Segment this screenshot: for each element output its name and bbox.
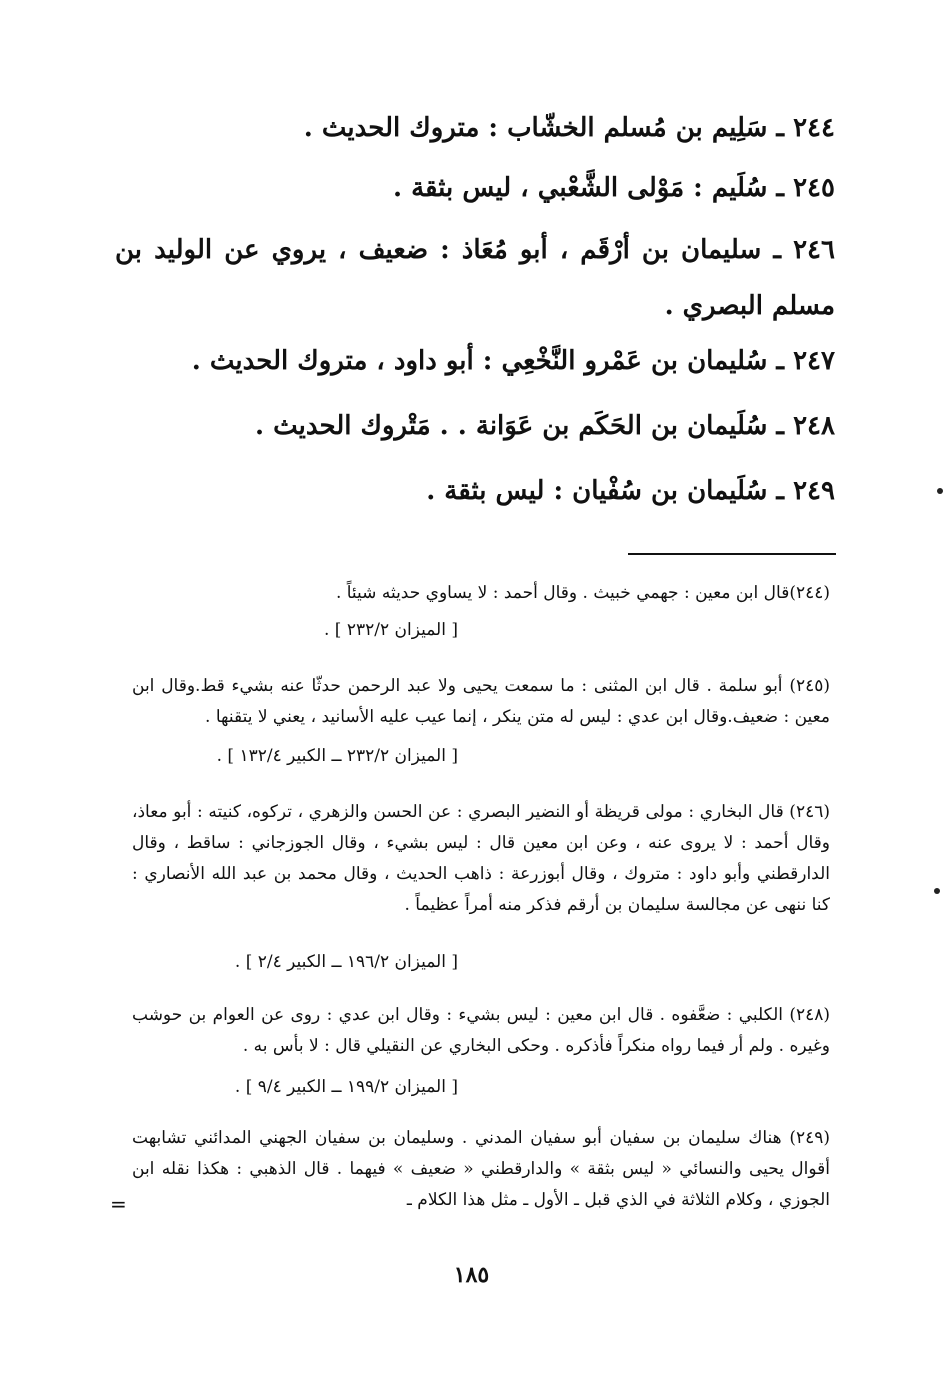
footnote-245-citation: [ الميزان ٢٣٢/٢ ــ الكبير ١٣٢/٤ ] . xyxy=(216,746,458,766)
scan-speck xyxy=(934,888,940,894)
footnote-separator xyxy=(628,553,836,555)
entry-245: ٢٤٥ ـ سُلَيم : مَوْلى الشَّعْبي ، ليس بثقة . xyxy=(392,173,835,203)
footnote-246-citation: [ الميزان ١٩٦/٢ ــ الكبير ٢/٤ ] . xyxy=(234,952,458,972)
entry-249: ٢٤٩ ـ سُلَيمان بن سُفْيان : ليس بثقة . xyxy=(426,476,835,506)
footnote-245: (٢٤٥) أبو سلمة . قال ابن المثنى : ما سمعت يحيى ولا عبد الرحمن حدثّا عنه بشيء قط.وقال ابن معين : ضعيف.وقال ابن عدي : ليس له متن ينكر ، إنما عيب عليه الأسانيد ، يعني لا يتقنها . xyxy=(132,676,830,727)
footnote-244-citation: [ الميزان ٢٣٢/٢ ] . xyxy=(324,620,458,640)
footnote-248: (٢٤٨) الكلبي : ضعَّفوه . قال ابن معين : ليس بشيء : وقال ابن عدي : روى عن العوام بن حوشب وغيره . ولم أر فيما رواه منكراً فأذكره . وحكى البخاري عن النقيلي قال : لا بأس به . xyxy=(132,1005,830,1056)
entry-247: ٢٤٧ ـ سُليمان بن عَمْرو النَّخْعِي : أبو داود ، متروك الحديث . xyxy=(191,346,835,376)
continuation-mark: = xyxy=(110,1192,127,1216)
footnote-248-citation: [ الميزان ١٩٩/٢ ــ الكبير ٩/٤ ] . xyxy=(234,1077,458,1097)
page-number: ١٨٥ xyxy=(453,1262,490,1288)
footnote-249: (٢٤٩) هناك سليمان بن سفيان أبو سفيان المدني . وسليمان بن سفيان الجهني المدائني تشابهت أقوال يحيى والنسائي « ليس بثقة » والدارقطني « ضعيف » فيهما . قال الذهبي : هكذا نقله ابن الجوزي ، وكلام الثلاثة في الذي قبل ـ الأول ـ مثل هذا الكلام ـ xyxy=(132,1128,830,1210)
entry-246: ٢٤٦ ـ سليمان بن أرْقَم ، أبو مُعَاذ : ضعيف ، يروي عن الوليد بن مسلم البصري . xyxy=(115,235,835,321)
footnote-244: (٢٤٤)قال ابن معين : جهمي خبيث . وقال أحمد : لا يساوي حديثه شيئاً . xyxy=(335,583,830,603)
footnote-246: (٢٤٦) قال البخاري : مولى قريظة أو النضير البصري : عن الحسن والزهري ، تركوه، كنيته : أبو معاذ، وقال أحمد : لا يروى عنه ، وعن ابن معين قال : ليس بشيء ، وقال الجوزجاني : ساقط ، وقال الدارقطني وأبو داود : متروك ، وقال أبوزرعة : ذاهب الحديث ، وقال محمد بن عبد الله الأنصاري : كنا ننهى عن مجالسة سليمان بن أرقم فذكر منه أمراً عظيماً . xyxy=(132,802,830,915)
entry-244: ٢٤٤ ـ سَلِيم بن مُسلم الخشّاب : متروك الحديث . xyxy=(303,113,835,143)
entry-248: ٢٤٨ ـ سُلَيمان بن الحَكَم بن عَوَانة . . مَتْروك الحديث . xyxy=(255,411,835,441)
scan-speck xyxy=(937,488,943,494)
